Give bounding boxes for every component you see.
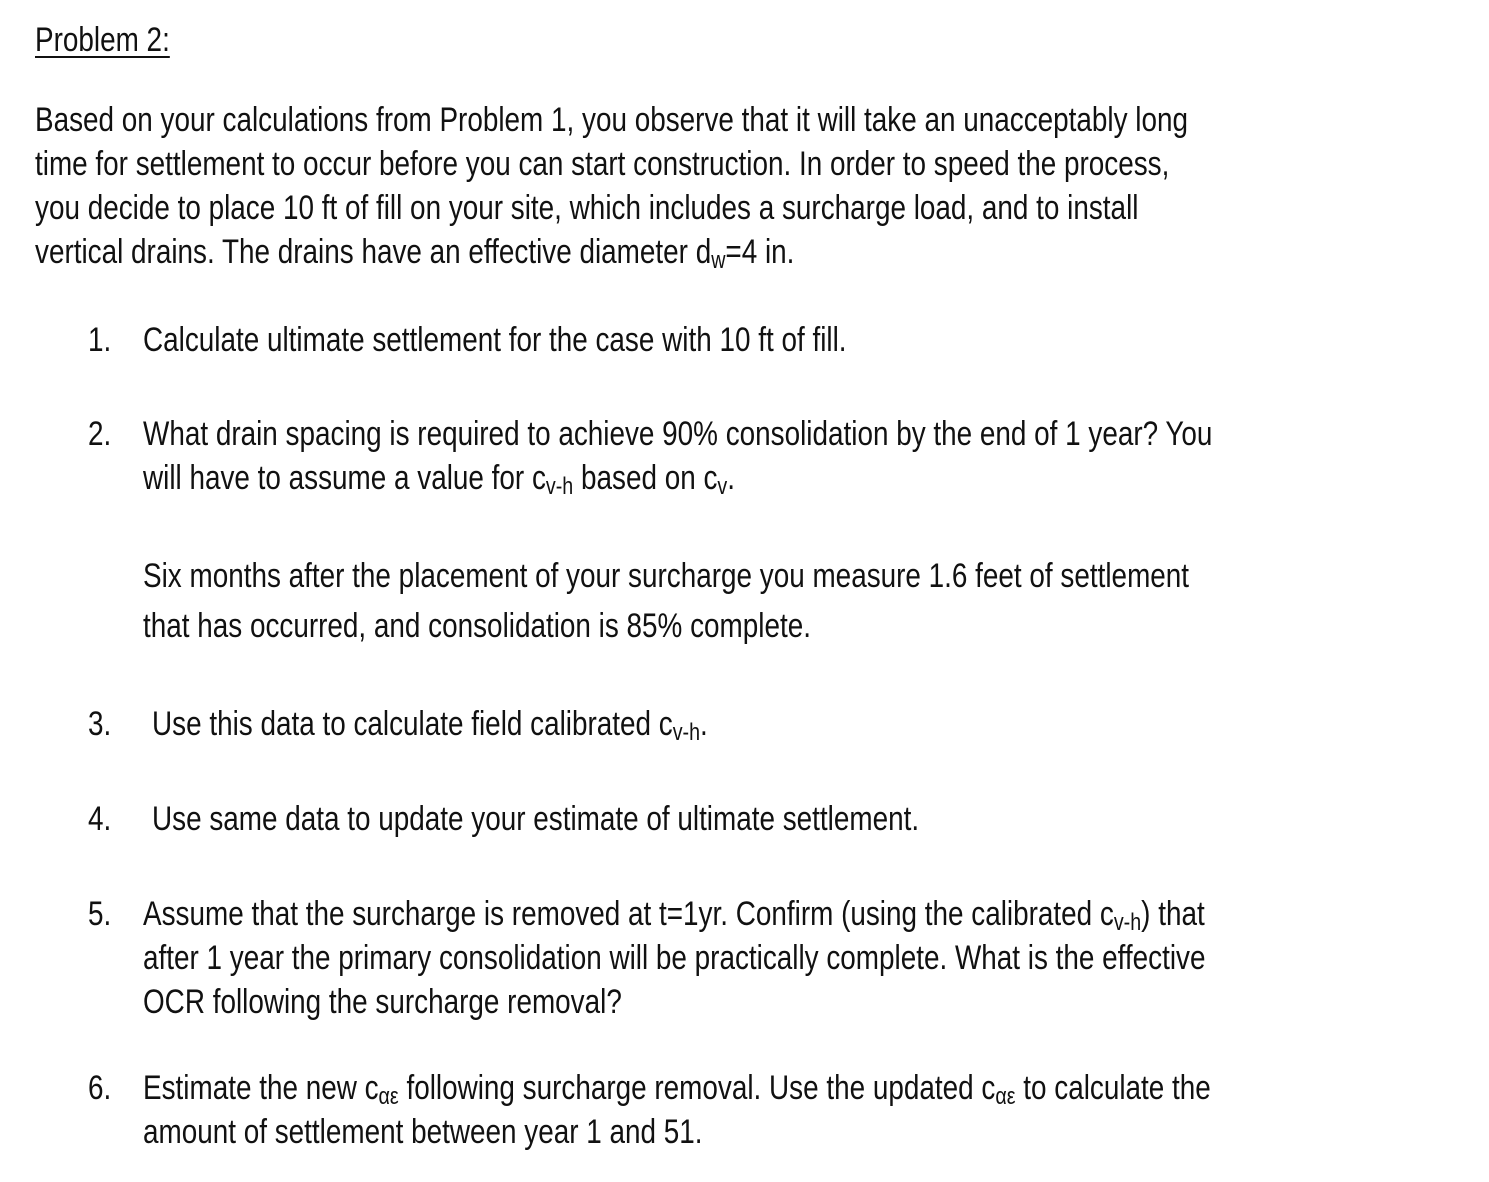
text-segment: will have to assume a value for c: [143, 459, 546, 497]
text-segment: based on c: [573, 459, 718, 497]
question-body: [143, 318, 1001, 362]
question-text-line-2: amount of settlement between year 1 and 51.: [143, 1113, 703, 1151]
question-body: [143, 1066, 1445, 1154]
question-number: 4.: [88, 800, 112, 838]
text-segment: Assume that the surcharge is removed at t=1yr. Confirm (using the calibrated c: [143, 895, 1114, 933]
intro-line-4: [35, 230, 1188, 274]
question-text-line-3: OCR following the surcharge removal?: [143, 983, 622, 1021]
question-text: Use same data to update your estimate of ultimate settlement.: [152, 800, 920, 838]
question-body: [143, 892, 1439, 1024]
question-number: 3.: [88, 705, 112, 743]
question-text-line-2: after 1 year the primary consolidation will be practically complete. What is the effective: [143, 939, 1206, 977]
text-segment: Use this data to calculate field calibrated c: [152, 705, 673, 743]
subscript-vh: v-h: [545, 473, 574, 500]
subscript-alpha-epsilon: αε: [995, 1083, 1016, 1110]
question-body: [152, 702, 830, 746]
subscript-vh: v-h: [1113, 909, 1142, 936]
note-line-1: Six months after the placement of your surcharge you measure 1.6 feet of settlement: [143, 557, 1190, 595]
question-number: 1.: [88, 321, 112, 359]
question-body: [152, 797, 1087, 841]
question-text-line-1: [143, 1066, 1211, 1110]
intro-line-1: Based on your calculations from Problem 1, you observe that it will take an unacceptably long: [35, 101, 1189, 139]
subscript-vh: v-h: [672, 719, 701, 746]
subscript-w: w: [711, 247, 726, 274]
intro-line-2: time for settlement to occur before you can start construction. In order to speed the process,: [35, 145, 1170, 183]
text-segment: .: [727, 459, 735, 497]
intro-line-4-end: =4 in.: [725, 233, 795, 271]
intro-line-4-text: vertical drains. The drains have an effective diameter d: [35, 233, 712, 271]
text-segment: Estimate the new c: [143, 1069, 379, 1107]
text-segment: ) that: [1141, 895, 1205, 933]
question-text: Calculate ultimate settlement for the case with 10 ft of fill.: [143, 321, 847, 359]
text-segment: following surcharge removal. Use the updated c: [398, 1069, 996, 1107]
question-number: 5.: [88, 895, 112, 933]
question-text-line-2: [143, 456, 1212, 500]
question-body: [143, 412, 1447, 500]
question-text-line-1: [143, 892, 1206, 936]
question-number: 6.: [88, 1069, 112, 1107]
question-number: 2.: [88, 415, 112, 453]
subscript-v: v: [717, 473, 728, 500]
intro-line-3: you decide to place 10 ft of fill on your site, which includes a surcharge load, and to install: [35, 189, 1139, 227]
intro-paragraph: [35, 98, 1441, 274]
field-observation-paragraph: [143, 551, 1419, 651]
text-segment: .: [700, 705, 708, 743]
note-line-2: that has occurred, and consolidation is 85% complete.: [143, 607, 811, 645]
subscript-alpha-epsilon: αε: [378, 1083, 399, 1110]
text-segment: to calculate the: [1015, 1069, 1211, 1107]
problem-heading: Problem 2:: [35, 21, 170, 59]
question-text: [152, 702, 708, 746]
question-text-line-1: What drain spacing is required to achieve 90% consolidation by the end of 1 year? You: [143, 415, 1213, 453]
